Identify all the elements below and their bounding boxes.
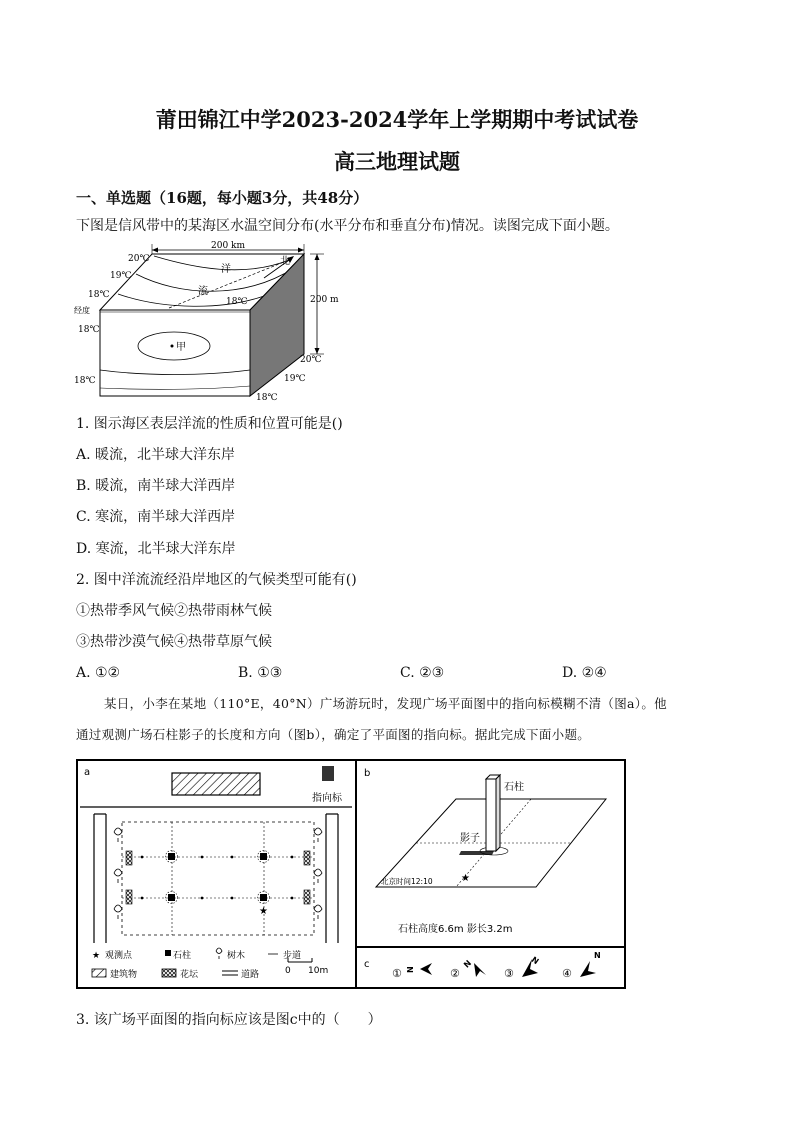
svg-text:N: N — [529, 955, 541, 967]
building-block — [172, 773, 260, 795]
svg-text:N: N — [462, 958, 474, 970]
pillar-mark — [260, 853, 267, 860]
panel-b-label: b — [364, 768, 371, 779]
svg-text:★: ★ — [92, 951, 101, 961]
t18-top-right-label: 18℃ — [226, 297, 248, 307]
t18-front-top-label: 18℃ — [78, 325, 100, 335]
panel-c-label: c — [364, 959, 370, 970]
panel-a-label: a — [84, 767, 91, 778]
intro-text: 下图是信风带中的某海区水温空间分布(水平分布和垂直分布)情况。读图完成下面小题。 — [76, 218, 619, 234]
compass-label: 指向标 — [312, 793, 342, 804]
scale-zero: 0 — [285, 966, 291, 976]
q2-option-c: C. ②③ — [400, 665, 445, 681]
pillar-mark — [168, 853, 175, 860]
legend-building-label: 建筑物 — [110, 970, 138, 980]
q1-stem: 1. 图示海区表层洋流的性质和位置可能是() — [76, 416, 343, 432]
t18-side-label: 18℃ — [256, 393, 278, 403]
q1-option-d: D. 寒流，北半球大洋东岸 — [76, 541, 236, 557]
t20-top-label: 20℃ — [128, 254, 150, 264]
longitude-label: 经度 — [74, 306, 90, 315]
option-3: ③ — [504, 967, 514, 980]
t20-side-label: 20℃ — [300, 355, 322, 365]
bei-char: 北 — [280, 256, 290, 267]
passage-line1: 某日，小李在某地（110°E，40°N）广场游玩时，发现广场平面图中的指向标模糊不清（图a）。他 — [104, 696, 667, 711]
q2-stem: 2. 图中洋流流经沿岸地区的气候类型可能有() — [76, 572, 357, 588]
q1-option-a: A. 暖流，北半球大洋东岸 — [76, 447, 236, 463]
legend-path-label: 步道 — [283, 951, 302, 961]
point-jia: 甲 — [176, 342, 186, 353]
legend-flower-label: 花坛 — [180, 970, 199, 980]
legend-tree-label: 树木 — [227, 951, 246, 961]
q2-line2: ③热带沙漠气候④热带草原气候 — [76, 634, 272, 650]
scale-ten: 10m — [308, 966, 329, 976]
shadow-label: 影子 — [460, 833, 480, 844]
square-figure — [76, 759, 628, 991]
observation-point-mark: ★ — [259, 906, 268, 917]
section-heading: 一、单选题（16题，每小题3分，共48分） — [76, 189, 369, 207]
q2-option-a: A. ①② — [76, 665, 121, 681]
q2-option-b: B. ①③ — [238, 665, 283, 681]
liu-char: 流 — [198, 286, 208, 297]
yang-char: 洋 — [221, 264, 231, 275]
option-1: ① — [392, 967, 402, 980]
t19-side-label: 19℃ — [284, 374, 306, 384]
svg-text:N: N — [594, 951, 601, 960]
legend-road-label: 道路 — [241, 970, 260, 980]
t18-top-left-label: 18℃ — [88, 290, 110, 300]
exam-subtitle: 高三地理试题 — [334, 149, 460, 174]
width-label: 200 km — [211, 241, 246, 251]
passage-line2: 通过观测广场石柱影子的长度和方向（图b），确定了平面图的指向标。据此完成下面小题。 — [76, 727, 591, 742]
t19-top-label: 19℃ — [110, 271, 132, 281]
q1-option-b: B. 暖流，南半球大洋西岸 — [76, 478, 236, 494]
legend-point-label: 观测点 — [105, 951, 133, 961]
ocean-temperature-diagram — [74, 238, 344, 403]
q2-option-d: D. ②④ — [562, 665, 607, 681]
depth-label: 200 m — [310, 295, 339, 305]
q1-option-c: C. 寒流，南半球大洋西岸 — [76, 509, 236, 525]
observer-star: ★ — [461, 873, 470, 884]
pillar-label: 石柱 — [504, 782, 524, 793]
t18-front-bottom-label: 18℃ — [74, 376, 96, 386]
option-2: ② — [450, 967, 460, 980]
compass-blurred-icon — [322, 766, 334, 781]
pillar-mark — [260, 894, 267, 901]
time-label: 北京时间12:10 — [381, 877, 433, 886]
legend-pillar-label: 石柱 — [173, 951, 192, 961]
option-4: ④ — [562, 967, 572, 980]
pillar-mark — [168, 894, 175, 901]
height-label: 石柱高度6.6m 影长3.2m — [398, 924, 513, 935]
q2-line1: ①热带季风气候②热带雨林气候 — [76, 603, 272, 619]
exam-title: 莆田锦江中学2023-2024学年上学期期中考试试卷 — [155, 107, 639, 132]
q3-stem: 3. 该广场平面图的指向标应该是图c中的（ ） — [76, 1012, 382, 1028]
svg-text:N: N — [406, 966, 415, 973]
